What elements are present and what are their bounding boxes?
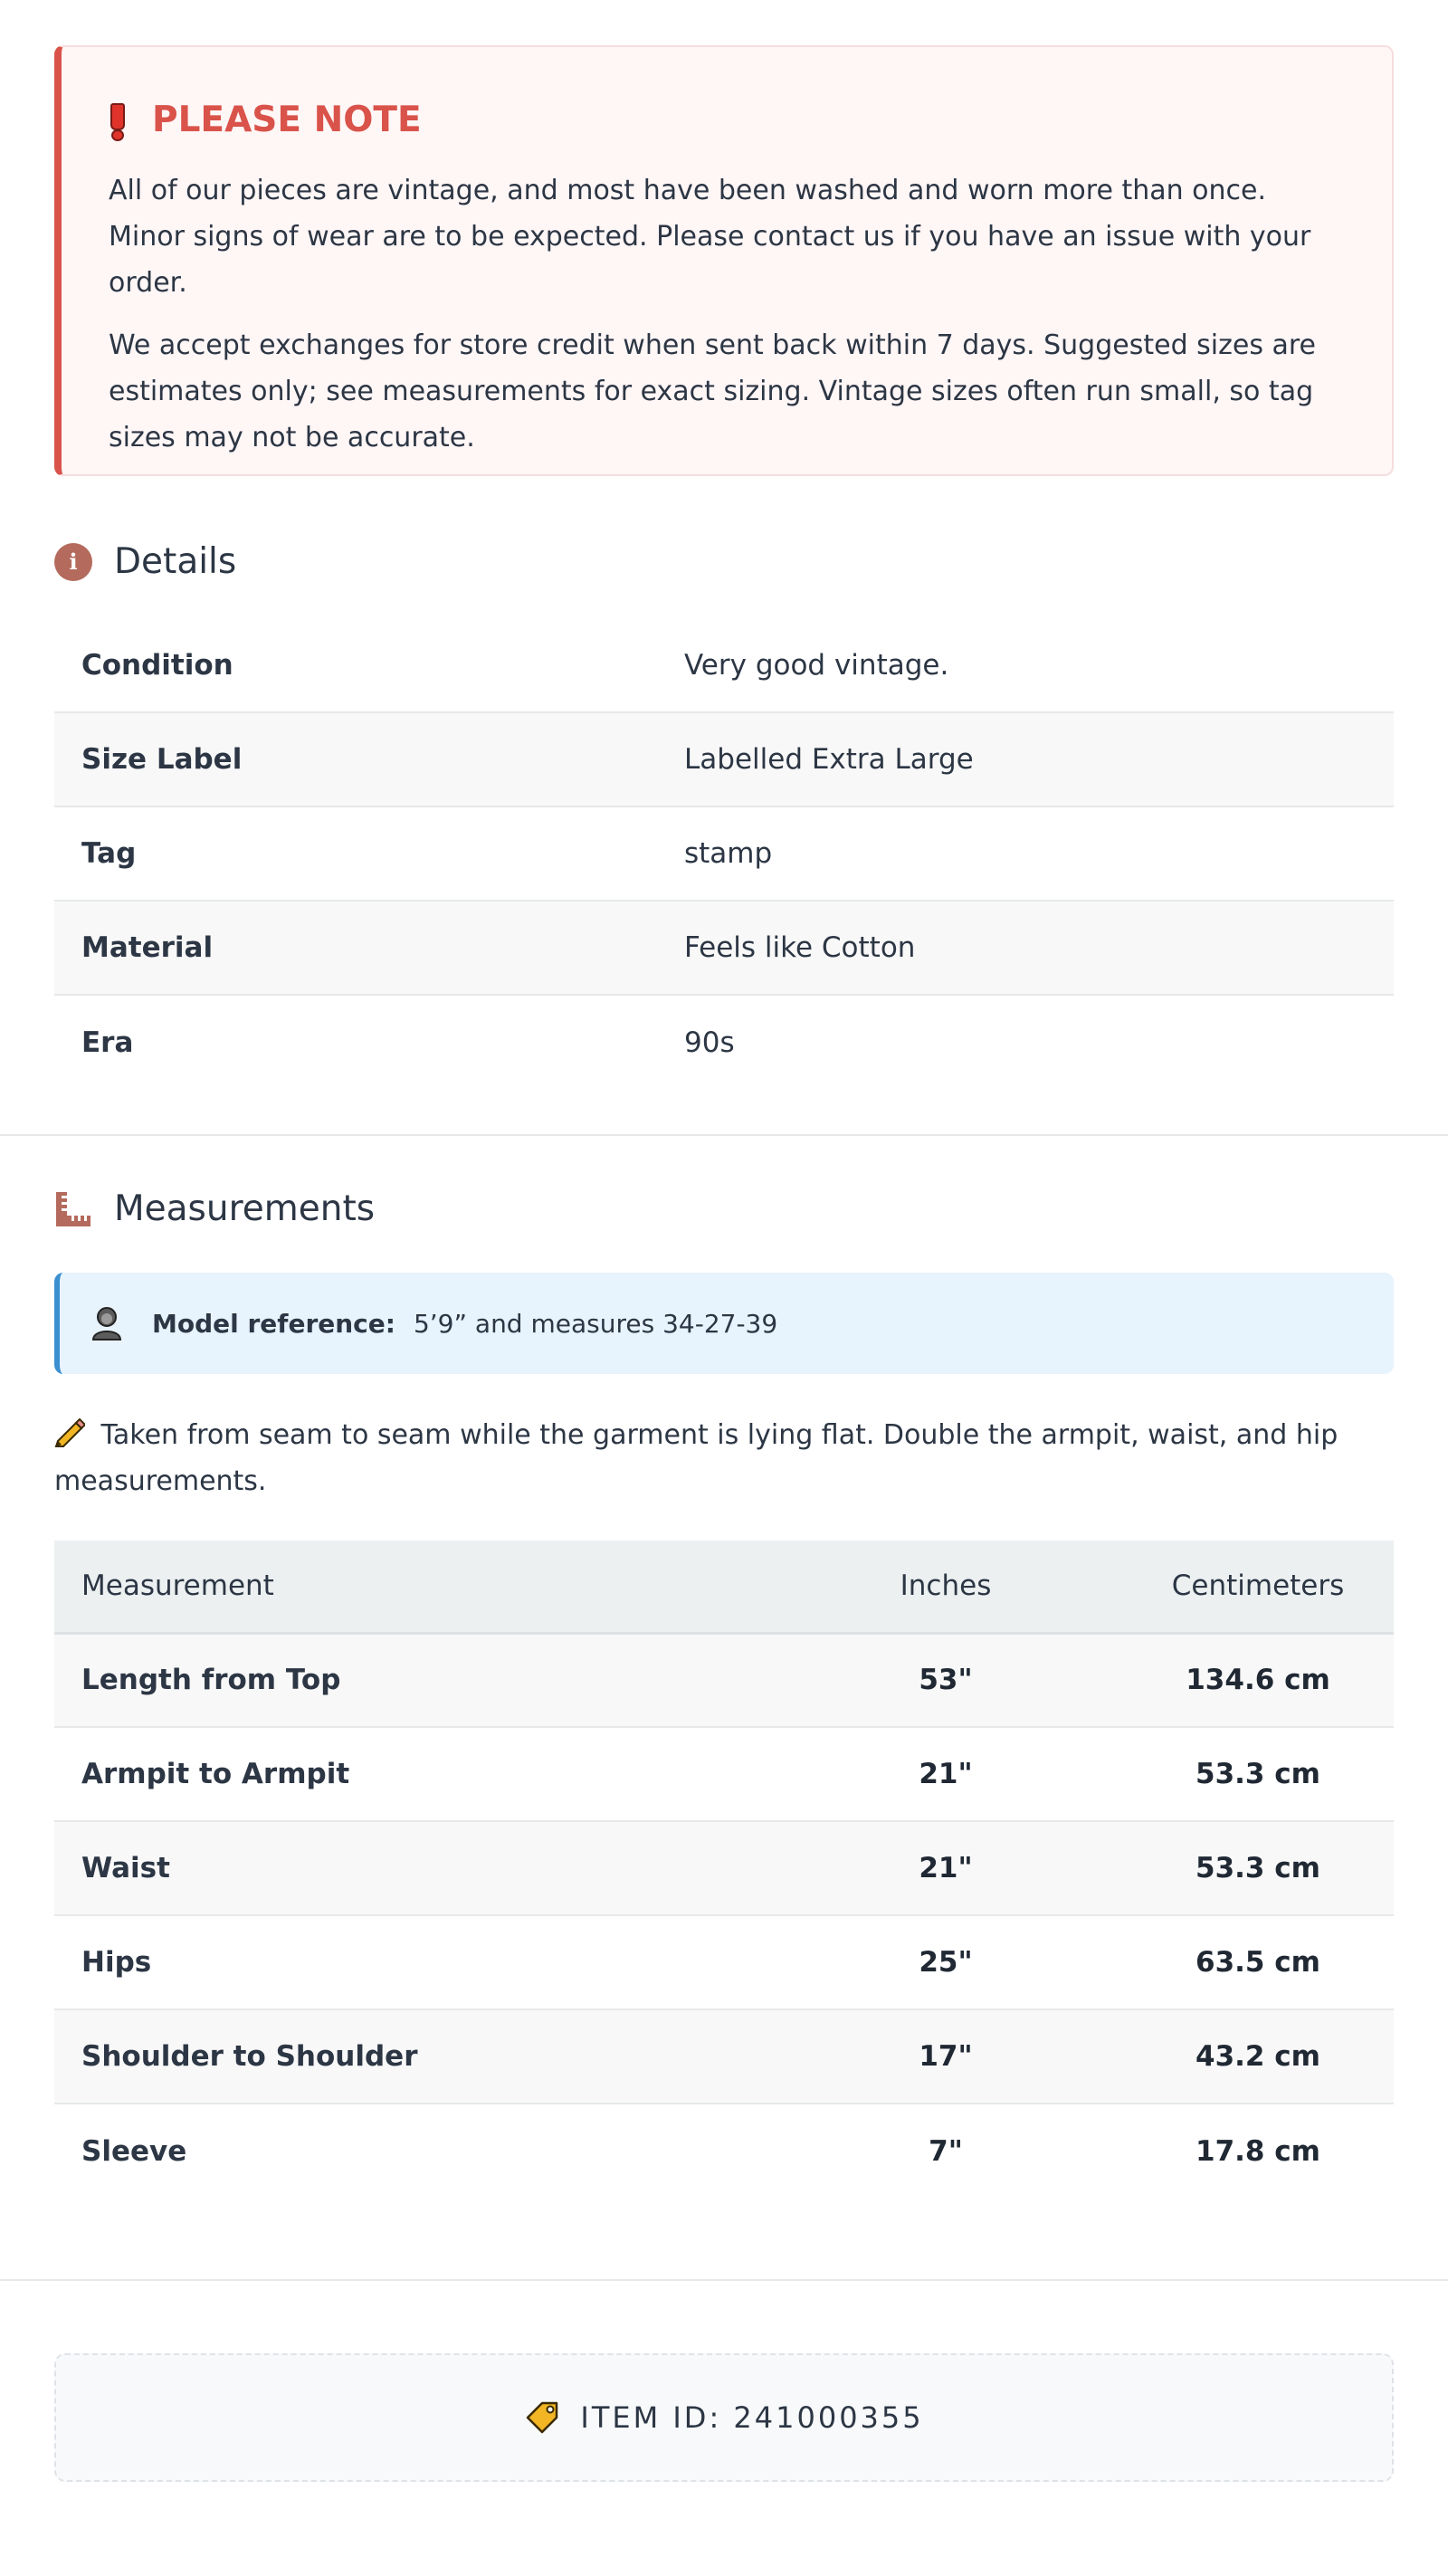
item-id-text: ITEM ID: 241000355 (580, 2400, 924, 2435)
column-header-measurement: Measurement (54, 1541, 769, 1633)
table-header-row (54, 1541, 1394, 1633)
person-icon (90, 1305, 123, 1341)
notice-paragraph-1: All of our pieces are vintage, and most have been washed and worn more than once. Minor signs of wear are to be expected. Please contact us if you have an issue with your order. (109, 175, 1311, 299)
measurement-inches: 53" (769, 1633, 1122, 1727)
table-row (54, 901, 1394, 995)
measurements-heading-text: Measurements (114, 1188, 376, 1229)
info-icon: i (54, 543, 92, 581)
detail-label: Size Label (54, 712, 657, 806)
measurements-table (54, 1541, 1394, 2198)
table-row (54, 712, 1394, 806)
detail-value: 90s (684, 1026, 735, 1059)
measurement-name: Shoulder to Shoulder (54, 2009, 769, 2104)
table-row (54, 1915, 1394, 2009)
section-divider (0, 2279, 1448, 2281)
detail-value: stamp (657, 806, 1394, 901)
table-row (54, 995, 1394, 1089)
details-heading-text: Details (114, 541, 237, 582)
exclamation-icon (109, 103, 123, 138)
measurement-cm: 134.6 cm (1122, 1633, 1394, 1727)
page-bottom-spacer (0, 2482, 1448, 2504)
section-divider (0, 1134, 1448, 1136)
notice-paragraph-2: We accept exchanges for store credit when sent back within 7 days. Suggested sizes are estimates only; see measurements for exact sizing. Vintage sizes often run small, so tag sizes may not be accurate. (109, 329, 1317, 453)
column-header-inches: Inches (769, 1541, 1122, 1633)
measurement-name: Waist (54, 1821, 769, 1915)
item-id-box (54, 2353, 1394, 2482)
model-reference-value: 5’9” and measures 34-27-39 (413, 1308, 778, 1339)
measurements-heading (54, 1188, 1394, 1229)
measurement-cm: 17.8 cm (1196, 2134, 1320, 2168)
notice-title (109, 100, 1345, 140)
table-row (54, 2009, 1394, 2104)
table-row (54, 2104, 1394, 2198)
detail-value: Very good vintage. (657, 618, 1394, 712)
detail-value: Labelled Extra Large (657, 712, 1394, 806)
measurement-name: Armpit to Armpit (54, 1727, 769, 1821)
measurement-note (54, 1412, 1394, 1504)
detail-label: Tag (54, 806, 657, 901)
measurement-inches: 21" (769, 1727, 1122, 1821)
ruler-icon (54, 1190, 92, 1228)
measurement-inches: 21" (769, 1821, 1122, 1915)
measurement-cm: 53.3 cm (1122, 1727, 1394, 1821)
model-reference-label: Model reference: (152, 1308, 395, 1339)
detail-label: Era (81, 1026, 134, 1059)
measurement-inches: 7" (929, 2134, 963, 2168)
measurement-cm: 43.2 cm (1122, 2009, 1394, 2104)
table-row (54, 1633, 1394, 1727)
pencil-icon (54, 1417, 85, 1448)
column-header-centimeters: Centimeters (1122, 1541, 1394, 1633)
measurement-note-text: Taken from seam to seam while the garment is lying flat. Double the armpit, waist, and hip measurements. (54, 1419, 1338, 1497)
model-reference (54, 1273, 1394, 1374)
detail-value: Feels like Cotton (657, 901, 1394, 995)
measurement-name: Length from Top (54, 1633, 769, 1727)
table-row (54, 1821, 1394, 1915)
table-row (54, 806, 1394, 901)
details-heading (54, 541, 1394, 582)
measurement-cm: 53.3 cm (1122, 1821, 1394, 1915)
measurement-name: Sleeve (81, 2134, 187, 2168)
detail-label: Condition (54, 618, 657, 712)
notice-box (54, 45, 1394, 476)
measurement-name: Hips (54, 1915, 769, 2009)
table-row (54, 1727, 1394, 1821)
details-table (54, 618, 1394, 1089)
table-row (54, 618, 1394, 712)
tag-icon (524, 2399, 560, 2436)
measurement-inches: 17" (769, 2009, 1122, 2104)
measurement-cm: 63.5 cm (1122, 1915, 1394, 2009)
detail-label: Material (54, 901, 657, 995)
notice-title-text: PLEASE NOTE (152, 100, 422, 140)
measurement-inches: 25" (769, 1915, 1122, 2009)
